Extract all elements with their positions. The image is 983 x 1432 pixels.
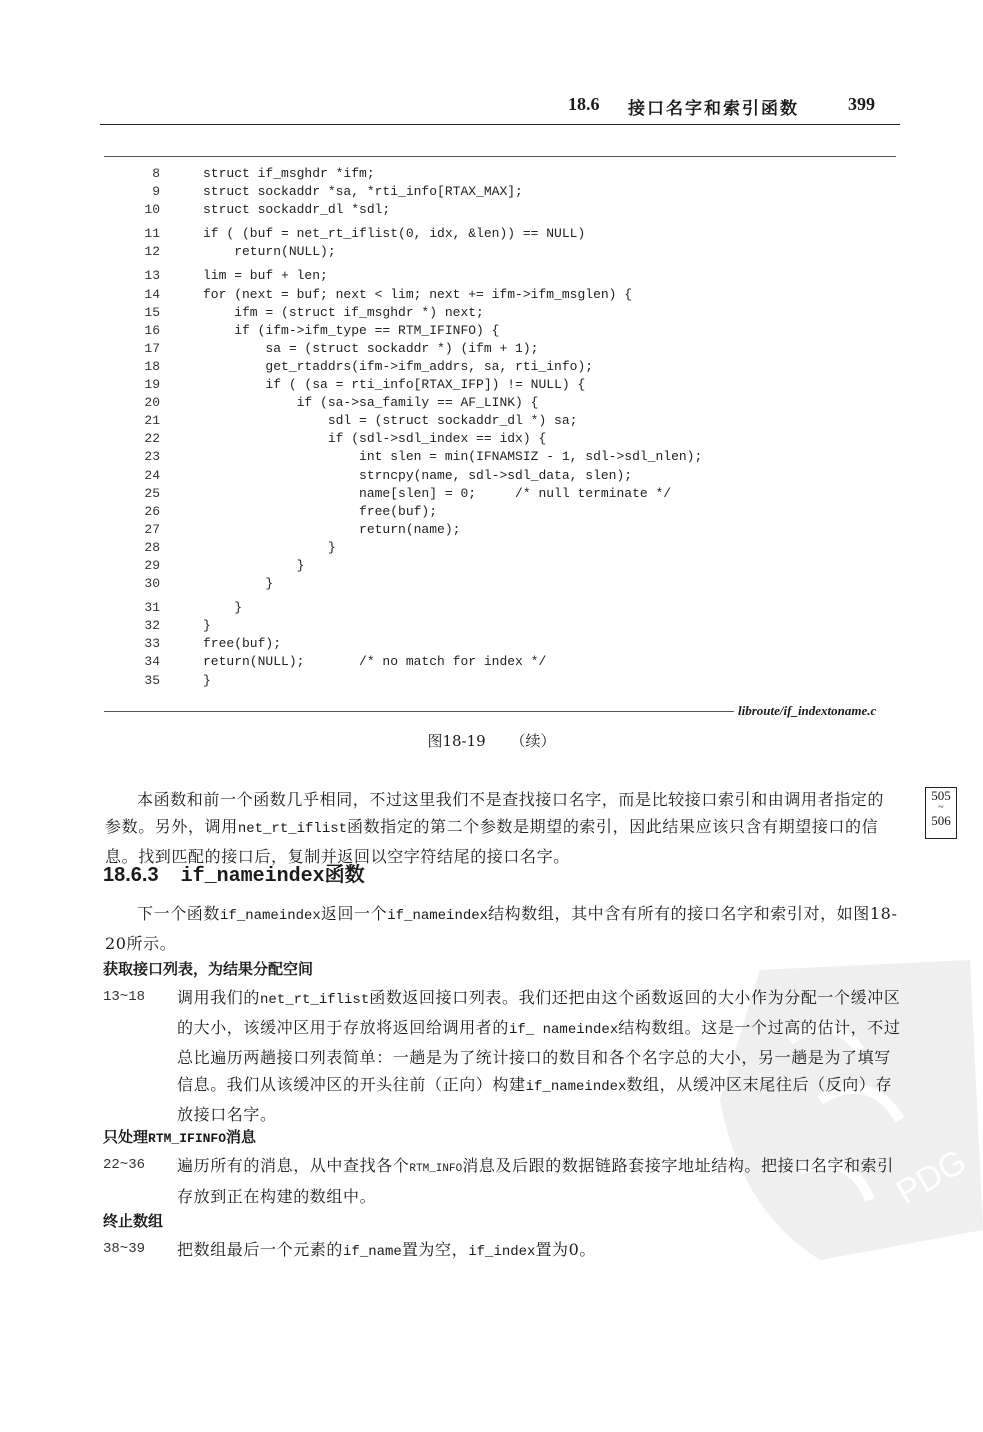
- code-text: return(NULL);: [203, 244, 336, 260]
- note-13-18: [103, 984, 903, 1128]
- text: 遍历所有的消息，从中查找各个: [177, 1156, 410, 1175]
- line-number: 20: [144, 395, 160, 411]
- header-title: 接口名字和索引函数: [628, 99, 799, 119]
- code-line: [120, 503, 900, 521]
- inline-code: RTM_IFINFO: [148, 1131, 227, 1146]
- text: 函数指定的第二个参数是期望的索引，因此结果应该只含有期望接口的信息。找到匹配的接口后，复制并返回以空字符结尾的接口名字。: [105, 817, 879, 866]
- code-line: [120, 165, 900, 183]
- code-bottom-rule: [104, 711, 734, 712]
- code-listing: [120, 165, 900, 690]
- line-range: 38~39: [103, 1241, 146, 1257]
- figure-label: 图18-19: [427, 732, 486, 750]
- inline-code: if_nameindex: [387, 908, 489, 924]
- line-number: 12: [144, 244, 160, 260]
- line-number: 30: [144, 576, 160, 592]
- line-number: 18: [144, 358, 160, 374]
- inline-code: if_ nameindex: [509, 1022, 619, 1038]
- line-number: 34: [144, 654, 160, 670]
- line-number: 23: [144, 449, 160, 465]
- line-number: 25: [144, 485, 160, 501]
- inline-code: RTM_INFO: [409, 1163, 463, 1175]
- code-text: free(buf);: [203, 636, 282, 652]
- code-line: [120, 286, 900, 304]
- text: 结构数组，其中含有所有的接口名字和索引对，如图18-20所示。: [105, 904, 898, 953]
- section-heading: [103, 858, 365, 888]
- line-number: 29: [144, 557, 160, 573]
- inline-code: net_rt_iflist: [260, 992, 370, 1008]
- code-text: }: [203, 618, 211, 634]
- inline-code: if_name: [343, 1244, 402, 1260]
- code-line: [120, 448, 900, 466]
- code-text: }: [203, 557, 305, 573]
- watermark-text: PDG: [890, 1142, 973, 1212]
- code-text: struct sockaddr *sa, *rti_info[RTAX_MAX];: [203, 184, 523, 200]
- line-range: 22~36: [103, 1157, 146, 1173]
- line-number: 26: [144, 503, 160, 519]
- code-line: [120, 376, 900, 394]
- code-text: struct sockaddr_dl *sdl;: [203, 202, 391, 218]
- line-number: 15: [144, 304, 160, 320]
- code-line: [120, 557, 900, 575]
- code-text: ifm = (struct if_msghdr *) next;: [203, 304, 484, 320]
- subheading-terminate: 终止数组: [103, 1212, 164, 1230]
- text: 返回一个: [320, 904, 388, 923]
- code-line: [120, 304, 900, 322]
- margin-page-reference: [925, 787, 957, 839]
- code-top-rule: [104, 156, 896, 157]
- code-line: [120, 539, 900, 557]
- text: 结构数组。这是一个过高的估计，不过总比遍历两趟接口列表简单：一趟是为了统计接口的数目和各个名字总的大小，另一趟是为了填写信息。我们从该缓冲区的开头往前（正向）构建: [177, 1018, 901, 1094]
- code-text: }: [203, 672, 211, 688]
- code-line: [120, 575, 900, 593]
- subheading-rtm-ifinfo: [103, 1126, 256, 1147]
- code-text: if ( (buf = net_rt_iflist(0, idx, &len)) == NULL): [203, 226, 586, 242]
- code-line: [120, 599, 900, 617]
- section-suffix: 函数: [324, 864, 365, 886]
- code-text: if ( (sa = rti_info[RTAX_IFP]) != NULL) {: [203, 377, 586, 393]
- code-text: if (ifm->ifm_type == RTM_IFINFO) {: [203, 322, 500, 338]
- code-line: [120, 467, 900, 485]
- text: 置为0。: [535, 1240, 597, 1259]
- code-text: }: [203, 600, 243, 616]
- inline-code: if_index: [468, 1244, 536, 1260]
- line-number: 21: [144, 413, 160, 429]
- margin-ref-start: 505: [931, 788, 951, 803]
- subheading-get-list: 获取接口列表，为结果分配空间: [103, 960, 314, 978]
- inline-code: net_rt_iflist: [237, 821, 348, 837]
- code-text: return(name);: [203, 521, 461, 537]
- inline-code: if_nameindex: [220, 908, 321, 924]
- line-number: 24: [144, 467, 160, 483]
- running-header: [100, 88, 900, 125]
- code-text: free(buf);: [203, 503, 438, 519]
- code-filename: libroute/if_indextoname.c: [738, 703, 877, 718]
- code-text: if (sa->sa_family == AF_LINK) {: [203, 395, 539, 411]
- code-text: struct if_msghdr *ifm;: [203, 166, 375, 181]
- code-line: [120, 358, 900, 376]
- text: 调用我们的: [177, 988, 261, 1007]
- code-line: [120, 672, 900, 690]
- code-text: strncpy(name, sdl->sdl_data, slen);: [203, 467, 633, 483]
- code-text: return(NULL); /* no match for index */: [203, 654, 547, 670]
- code-line: [120, 412, 900, 430]
- paragraph-nameindex: [105, 900, 900, 957]
- text: 本函数和前一个函数几乎相同，不过这里我们不是查找接口名字，而是比较接口索引和由调用者指定的参数。另外，调用: [105, 790, 885, 836]
- line-number: 17: [144, 340, 160, 356]
- code-line: [120, 635, 900, 653]
- section-number: 18.6.3: [103, 864, 159, 886]
- text: 消息及后跟的数据链路套接字地址结构。把接口名字和索引存放到正在构建的数组中。: [177, 1156, 894, 1206]
- code-text: lim = buf + len;: [203, 268, 328, 284]
- figure-caption: [0, 730, 983, 751]
- text: 只处理: [103, 1128, 149, 1146]
- code-text: int slen = min(IFNAMSIZ - 1, sdl->sdl_nlen);: [203, 449, 703, 465]
- line-number: 11: [144, 226, 160, 242]
- line-number: 28: [144, 539, 160, 555]
- code-text: get_rtaddrs(ifm->ifm_addrs, sa, rti_info);: [203, 358, 594, 374]
- code-line: [120, 183, 900, 201]
- line-number: 14: [144, 286, 160, 302]
- code-line: [120, 394, 900, 412]
- code-line: [120, 225, 900, 243]
- text: 消息: [226, 1128, 257, 1146]
- line-number: 16: [144, 322, 160, 338]
- figure-continued: （续）: [510, 732, 556, 750]
- line-number: 8: [152, 166, 160, 181]
- page-number: 399: [848, 94, 875, 114]
- code-text: if (sdl->sdl_index == idx) {: [203, 431, 547, 447]
- section-function-name: if_nameindex: [180, 865, 325, 888]
- text: 数组，从缓冲区末尾往后（反向）存放接口名字。: [177, 1075, 893, 1124]
- line-number: 22: [144, 431, 160, 447]
- line-number: 31: [144, 600, 160, 616]
- line-number: 13: [144, 268, 160, 284]
- code-text: sdl = (struct sockaddr_dl *) sa;: [203, 413, 578, 429]
- code-line: [120, 653, 900, 671]
- line-number: 33: [144, 636, 160, 652]
- line-number: 10: [144, 202, 160, 218]
- code-line: [120, 617, 900, 635]
- code-line: [120, 340, 900, 358]
- line-number: 27: [144, 521, 160, 537]
- margin-ref-end: 506: [931, 813, 951, 828]
- inline-code: if_nameindex: [525, 1079, 627, 1095]
- note-38-39: [103, 1236, 903, 1266]
- code-text: }: [203, 576, 274, 592]
- code-line: [120, 430, 900, 448]
- code-text: sa = (struct sockaddr *) (ifm + 1);: [203, 340, 539, 356]
- line-range: 13~18: [103, 989, 146, 1005]
- text: 函数返回接口列表。我们还把由这个函数返回的大小作为分配一个缓冲区的大小，该缓冲区用于存放将返回给调用者的: [177, 988, 901, 1037]
- text: 下一个函数: [137, 904, 221, 923]
- code-text: name[slen] = 0; /* null terminate */: [203, 485, 672, 501]
- code-line: [120, 322, 900, 340]
- text: 置为空，: [401, 1240, 469, 1259]
- header-section-number: 18.6: [568, 94, 600, 114]
- note-22-36: [103, 1152, 903, 1210]
- line-number: 9: [152, 184, 160, 200]
- code-line: [120, 243, 900, 261]
- line-number: 32: [144, 618, 160, 634]
- code-line: [120, 201, 900, 219]
- line-number: 19: [144, 377, 160, 393]
- code-text: for (next = buf; next < lim; next += ifm->ifm_msglen) {: [203, 286, 633, 302]
- code-text: }: [203, 539, 336, 555]
- line-number: 35: [144, 672, 160, 688]
- code-line: [120, 485, 900, 503]
- code-line: [120, 267, 900, 285]
- text: 把数组最后一个元素的: [177, 1240, 344, 1259]
- margin-ref-tilde: ~: [938, 802, 944, 813]
- code-line: [120, 521, 900, 539]
